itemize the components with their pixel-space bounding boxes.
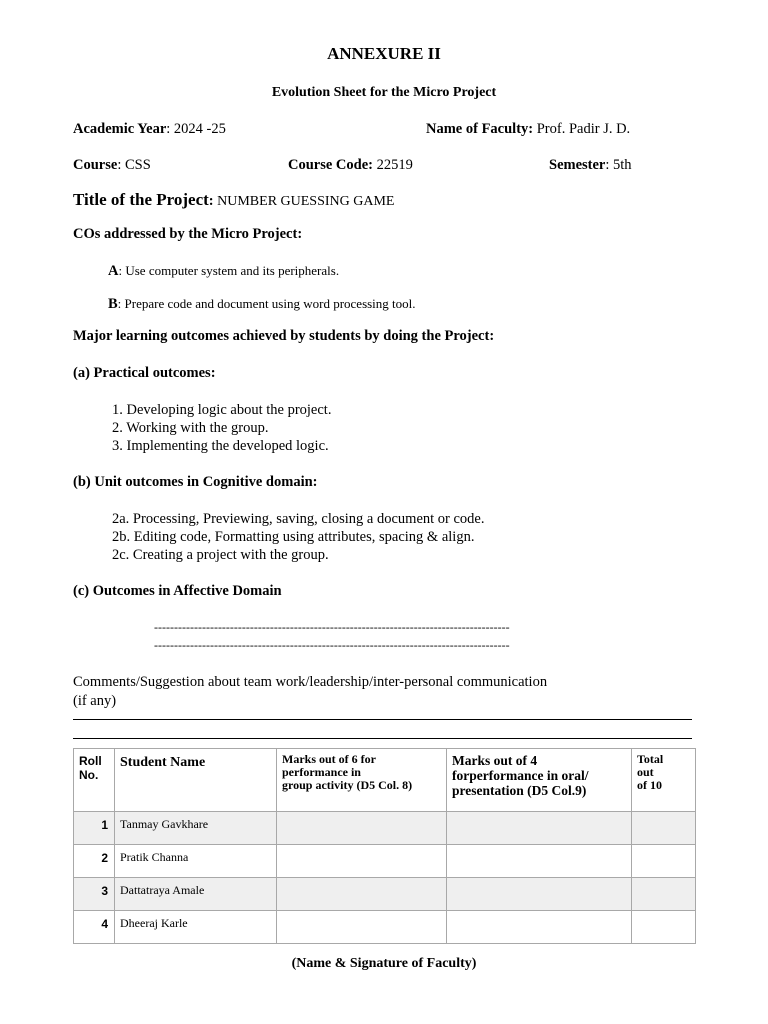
academic-year — [73, 121, 226, 138]
total-marks-cell[interactable] — [632, 911, 696, 944]
co-item-a — [108, 262, 339, 280]
semester-value: : 5th — [605, 157, 632, 173]
co-item-b — [108, 295, 416, 313]
unit-outcome-item: 2a. Processing, Previewing, saving, closing a document or code. — [112, 511, 485, 527]
header-line: Marks out of 4 — [452, 753, 538, 768]
header-line: of 10 — [637, 778, 662, 792]
co-key: A — [108, 263, 119, 279]
project-title-label: Title of the Project — [73, 190, 209, 209]
roll-header-line: No. — [79, 768, 99, 782]
group-marks-cell[interactable] — [277, 845, 447, 878]
course-code-value: 22519 — [372, 157, 413, 173]
project-title — [73, 190, 395, 210]
academic-year-value: : 2024 -25 — [166, 121, 226, 137]
total-marks-cell[interactable] — [632, 845, 696, 878]
oral-marks-cell[interactable] — [447, 845, 632, 878]
table-row — [74, 878, 696, 911]
roll-no-cell: 4 — [74, 911, 115, 944]
dashed-line: ----------------------------------------------------------------------------------------- — [154, 620, 510, 634]
total-marks-header — [632, 749, 696, 812]
header-line: presentation (D5 Col.9) — [452, 783, 587, 798]
student-name-cell: Dattatraya Amale — [115, 878, 277, 911]
course-value: : CSS — [117, 157, 151, 173]
roll-no-cell: 1 — [74, 812, 115, 845]
semester — [549, 157, 632, 174]
faculty-label: Name of Faculty: — [426, 121, 534, 137]
roll-header-line: Roll — [79, 754, 102, 768]
cos-heading: COs addressed by the Micro Project: — [73, 226, 303, 242]
practical-outcome-item: 2. Working with the group. — [112, 420, 269, 436]
student-name-cell: Pratik Channa — [115, 845, 277, 878]
header-line: forperformance in oral/ — [452, 768, 589, 783]
course-label: Course — [73, 157, 118, 173]
group-marks-cell[interactable] — [277, 878, 447, 911]
comments-line — [73, 738, 692, 739]
table-row — [74, 911, 696, 944]
project-title-colon: : — [208, 193, 214, 209]
affective-outcomes-heading: (c) Outcomes in Affective Domain — [73, 583, 282, 599]
practical-outcome-item: 3. Implementing the developed logic. — [112, 438, 329, 454]
student-name-cell: Dheeraj Karle — [115, 911, 277, 944]
comments-line — [73, 719, 692, 720]
practical-outcome-item: 1. Developing logic about the project. — [112, 402, 332, 418]
comments-if-any: (if any) — [73, 693, 117, 709]
group-activity-marks-header — [277, 749, 447, 812]
major-outcomes-heading: Major learning outcomes achieved by students by doing the Project: — [73, 328, 495, 344]
table-header-row — [74, 749, 696, 812]
roll-no-cell: 3 — [74, 878, 115, 911]
student-name-cell: Tanmay Gavkhare — [115, 812, 277, 845]
total-marks-cell[interactable] — [632, 878, 696, 911]
project-title-value: NUMBER GUESSING GAME — [213, 194, 395, 209]
oral-marks-cell[interactable] — [447, 812, 632, 845]
roll-no-cell: 2 — [74, 845, 115, 878]
practical-outcomes-heading: (a) Practical outcomes: — [73, 365, 216, 381]
header-line: Marks out of 6 for — [282, 752, 376, 766]
table-row — [74, 812, 696, 845]
course — [73, 157, 151, 174]
group-marks-cell[interactable] — [277, 911, 447, 944]
course-code-label: Course Code: — [288, 157, 373, 173]
group-marks-cell[interactable] — [277, 812, 447, 845]
co-key: B — [108, 296, 118, 312]
annexure-heading: ANNEXURE II — [327, 44, 441, 63]
header-line: Total — [637, 752, 664, 766]
unit-outcome-item: 2b. Editing code, Formatting using attributes, spacing & align. — [112, 529, 475, 545]
header-line: out — [637, 765, 654, 779]
course-code — [288, 157, 413, 174]
co-text: : Use computer system and its peripherals. — [118, 263, 340, 278]
unit-outcome-item: 2c. Creating a project with the group. — [112, 547, 329, 563]
dashed-line: ----------------------------------------------------------------------------------------- — [154, 638, 510, 652]
comments-label: Comments/Suggestion about team work/leadership/inter-personal communication — [73, 674, 548, 690]
oral-marks-cell[interactable] — [447, 878, 632, 911]
table-row — [74, 845, 696, 878]
faculty-signature-label: (Name & Signature of Faculty) — [291, 956, 477, 971]
marks-table — [73, 748, 696, 944]
co-text: : Prepare code and document using word processing tool. — [117, 296, 416, 311]
student-name-header: Student Name — [115, 749, 277, 812]
header-line: performance in — [282, 765, 361, 779]
semester-label: Semester — [549, 157, 606, 173]
faculty-value: Prof. Padir J. D. — [533, 121, 631, 137]
roll-no-header — [74, 749, 115, 812]
sheet-subheading: Evolution Sheet for the Micro Project — [271, 85, 497, 100]
faculty-name — [426, 121, 630, 138]
total-marks-cell[interactable] — [632, 812, 696, 845]
oral-presentation-marks-header — [447, 749, 632, 812]
unit-outcomes-heading: (b) Unit outcomes in Cognitive domain: — [73, 474, 318, 490]
oral-marks-cell[interactable] — [447, 911, 632, 944]
header-line: group activity (D5 Col. 8) — [282, 778, 413, 792]
academic-year-label: Academic Year — [73, 121, 167, 137]
